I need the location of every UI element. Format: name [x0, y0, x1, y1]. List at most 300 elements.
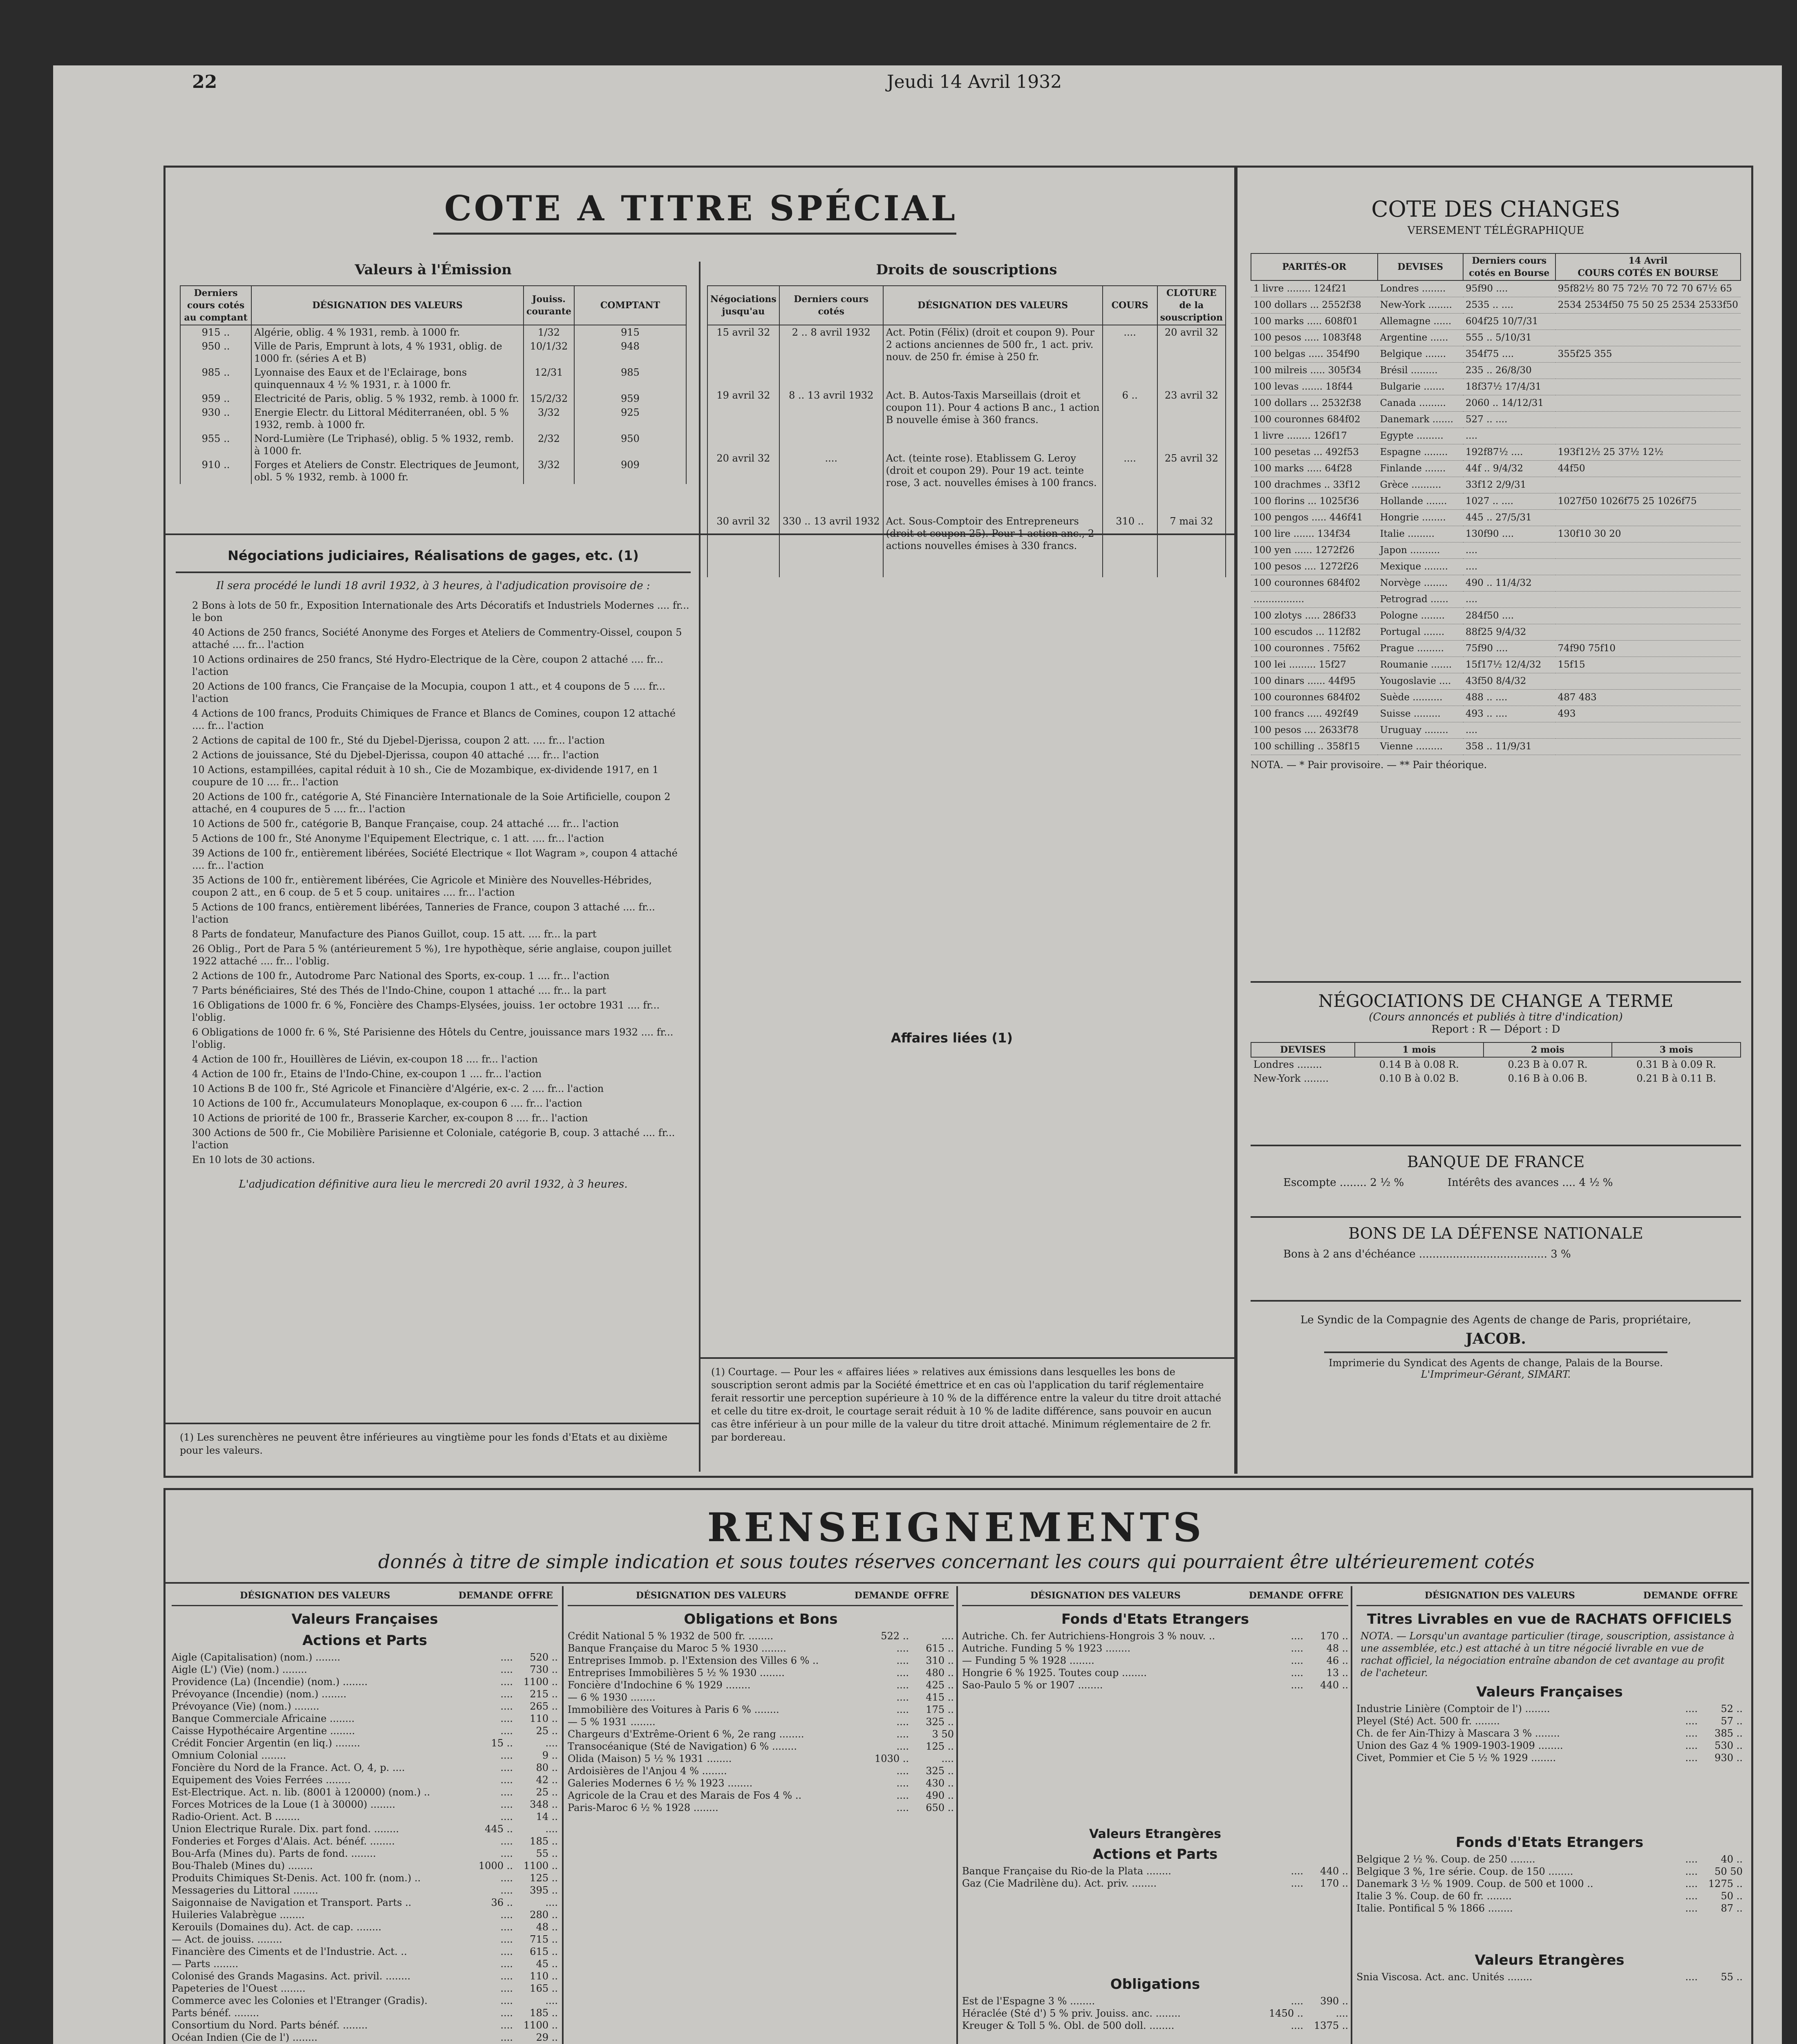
table-row [1251, 412, 1741, 428]
renseignements-column [1351, 1586, 1743, 2044]
list-item: 2 Bons à lots de 50 fr., Exposition Internationale des Arts Décoratifs et Industriels Modernes .... fr... le bon [192, 600, 689, 623]
table-cell [1555, 542, 1741, 559]
category-heading: Fonds d'Etats Etrangers [1455, 1834, 1644, 1851]
column-header: OFFRE [1703, 1590, 1738, 1601]
category-heading: Obligations et Bons [684, 1611, 838, 1627]
table-cell: Petrograd ...... [1378, 592, 1463, 608]
table-row [172, 1712, 558, 1725]
table-cell: .... [896, 1643, 909, 1654]
table-cell: 325 .. [926, 1716, 954, 1728]
table-cell: 48 .. [1326, 1643, 1348, 1654]
table-row [568, 1703, 954, 1716]
table-cell: 130f10 30 20 [1555, 526, 1741, 542]
table-cell: .... [500, 1750, 513, 1761]
table-cell: Electricité de Paris, oblig. 5 % 1932, remb. à 1000 fr. [251, 392, 524, 406]
table-cell: 100 lei ......... 15f27 [1251, 657, 1378, 673]
table-cell: 57 .. [1721, 1715, 1743, 1727]
table-cell: 130f90 .... [1463, 526, 1555, 542]
table-cell: Norvège ........ [1378, 575, 1463, 592]
col-header: Jouiss. courante [524, 286, 574, 325]
table-cell: 6 .. [1103, 388, 1157, 451]
table-cell: Olida (Maison) 5 ½ % 1931 ........ [568, 1753, 732, 1764]
table-cell: Ville de Paris, Emprunt à lots, 4 % 1931, oblig. de 1000 fr. (séries A et B) [251, 339, 524, 365]
table-cell: 30 avril 32 [707, 514, 779, 577]
table-cell: 100 couronnes 684f02 [1251, 412, 1378, 428]
table-cell: Océan Indien (Cie de l') ........ [172, 2032, 318, 2043]
table-cell: Banque Française du Rio-de la Plata ........ [962, 1865, 1171, 1877]
table-cell: 170 .. [1320, 1878, 1348, 1889]
table-row [172, 1982, 558, 1995]
negociations-intro: Il sera procédé le lundi 18 avril 1932, à 3 heures, à l'adjudication provisoire de : [216, 580, 650, 592]
table-cell: 615 .. [530, 1946, 558, 1957]
table-row [172, 1688, 558, 1700]
subsection-title: Droits de souscriptions [876, 262, 1057, 278]
table-cell: 100 florins ... 1025f36 [1251, 493, 1378, 510]
table-row [172, 1995, 558, 2007]
table-cell: 2 .. 8 avril 1932 [779, 325, 883, 388]
table-cell: Canada ......... [1378, 395, 1463, 412]
list-item: 5 Actions de 100 fr., Sté Anonyme l'Equipement Electrique, c. 1 att. .... fr... l'action [192, 833, 604, 844]
table-cell: Forges et Ateliers de Constr. Electriques de Jeumont, obl. 5 % 1932, remb. à 1000 fr. [251, 458, 524, 484]
table-cell: ................. [1251, 592, 1378, 608]
table-cell: Banque Française du Maroc 5 % 1930 ........ [568, 1643, 786, 1654]
table-cell: 0.21 B à 0.11 B. [1636, 1073, 1716, 1084]
table-cell: Londres ........ [1378, 280, 1463, 297]
table-row [707, 451, 1226, 514]
table-row [1251, 280, 1741, 297]
col-header: Derniers cours cotés [779, 286, 883, 325]
list-item: 6 Obligations de 1000 fr. 6 %, Sté Parisienne des Hôtels du Centre, jouissance mars 1932 .... fr... l'oblig. [192, 1026, 674, 1050]
table-cell: Grèce .......... [1378, 477, 1463, 493]
table-cell: 10/1/32 [524, 339, 574, 365]
table-cell: Sao-Paulo 5 % or 1907 ........ [962, 1679, 1103, 1691]
table-cell: .... [500, 1885, 513, 1896]
page-date: Jeudi 14 Avril 1932 [887, 72, 1062, 92]
table-row [1251, 461, 1741, 477]
table-row [568, 1642, 954, 1654]
bons-line [1251, 1248, 1741, 1260]
table-cell: 390 .. [1320, 1995, 1348, 2007]
col-header: Négociations jusqu'au [707, 286, 779, 325]
table-cell: Danemark 3 ½ % 1909. Coup. de 500 et 1000 .. [1356, 1878, 1593, 1889]
table-row [1251, 314, 1741, 330]
table-cell: Argentine ...... [1378, 330, 1463, 346]
table-row [1251, 444, 1741, 461]
table-row [707, 514, 1226, 577]
renseignements-columns [168, 1586, 1745, 2044]
table-row [172, 1860, 558, 1872]
table-cell: 100 pesos .... 1272f26 [1251, 559, 1378, 575]
table-row [172, 2031, 558, 2044]
table-cell: 354f75 .... [1463, 346, 1555, 363]
table-cell: 9 .. [542, 1750, 558, 1761]
table-cell: 100 escudos ... 112f82 [1251, 624, 1378, 641]
col-header: DEVISES [1251, 1042, 1355, 1057]
table-row [172, 1798, 558, 1811]
table-cell: Agricole de la Crau et des Marais de Fos 4 % .. [568, 1790, 802, 1801]
table-row [1251, 575, 1741, 592]
table-cell: 1450 .. [1269, 2008, 1303, 2019]
col-header: COURS [1103, 286, 1157, 325]
list-item: 8 Parts de fondateur, Manufacture des Pianos Guillot, coup. 15 att. .... fr... la part [192, 928, 597, 940]
table-cell: Commerce avec les Colonies et l'Etranger (Gradis). [172, 1995, 427, 2006]
table-cell: Autriche. Ch. fer Autrichiens-Hongrois 3 % nouv. .. [962, 1630, 1215, 1642]
category-heading: Actions et Parts [302, 1632, 427, 1649]
table-cell: Bou-Thaleb (Mines du) ........ [172, 1860, 313, 1871]
date-label: 14 Avril [1628, 256, 1668, 266]
table-cell [1555, 608, 1741, 624]
table-cell: 95f90 .... [1463, 280, 1555, 297]
table-row [180, 339, 686, 365]
category-heading: Valeurs Françaises [1476, 1684, 1623, 1700]
table-cell [1555, 722, 1741, 739]
table-cell: 15 avril 32 [707, 325, 779, 388]
table-cell: .... [896, 1728, 909, 1740]
table-cell: Union Electrique Rurale. Dix. part fond. ........ [172, 1823, 399, 1835]
table-row [1356, 1703, 1743, 1715]
table-row [180, 432, 686, 458]
table-cell: Suède .......... [1378, 690, 1463, 706]
table-cell: 959 [574, 392, 686, 406]
table-cell: Parts bénéf. ........ [172, 2007, 259, 2019]
rule [1251, 1145, 1741, 1146]
table-cell: .... [1291, 1643, 1303, 1654]
table-cell: Radio-Orient. Act. B ........ [172, 1811, 300, 1822]
table-row [1251, 592, 1741, 608]
table-cell: .... [500, 1652, 513, 1663]
table-cell [1555, 412, 1741, 428]
rule [176, 572, 691, 573]
list-item: 16 Obligations de 1000 fr. 6 %, Foncière des Champs-Elysées, jouiss. 1er octobre 1931 .... fr... l'oblig. [192, 1000, 660, 1023]
table-cell: .... [500, 1995, 513, 2006]
table-cell: Paris-Maroc 6 ½ % 1928 ........ [568, 1802, 718, 1813]
table-cell: 100 pesos .... 2633f78 [1251, 722, 1378, 739]
table-cell: 0.16 B à 0.06 B. [1508, 1073, 1588, 1084]
table-cell: New-York ........ [1378, 297, 1463, 314]
table-cell: Saigonnaise de Navigation et Transport. Parts .. [172, 1897, 412, 1908]
table-cell: 1100 .. [524, 1676, 558, 1688]
table-cell: .... [1291, 1878, 1303, 1889]
table-cell: 55 .. [1721, 1971, 1743, 1983]
list-item: 7 Parts bénéficiaires, Sté des Thés de l'Indo-Chine, coupon 1 attaché .... fr... la part [192, 985, 606, 996]
table-cell: 20 avril 32 [1157, 325, 1226, 388]
table-cell: 15f17½ 12/4/32 [1463, 657, 1555, 673]
table-row [962, 1654, 1348, 1667]
table-cell: Kreuger & Toll 5 %. Obl. de 500 doll. ........ [962, 2020, 1175, 2031]
column-header: DEMANDE [854, 1590, 909, 1601]
table-cell: Prévoyance (Incendie) (nom.) ........ [172, 1688, 347, 1700]
table-cell: .... [500, 1934, 513, 1945]
table-cell: 915 .. [180, 325, 251, 339]
table-row [568, 1691, 954, 1703]
col-header: 2 mois [1484, 1042, 1612, 1057]
table-cell: Espagne ........ [1378, 444, 1463, 461]
rule [1324, 1351, 1667, 1353]
table-cell: Prévoyance (Vie) (nom.) ........ [172, 1701, 320, 1712]
table-row [962, 1679, 1348, 1691]
table-cell: Forces Motrices de la Loue (1 à 30000) ........ [172, 1799, 396, 1810]
table-cell: 87 .. [1721, 1903, 1743, 1914]
table-cell: 52 .. [1721, 1703, 1743, 1715]
table-cell: .... [941, 1753, 954, 1764]
table-cell: Autriche. Funding 5 % 1923 ........ [962, 1643, 1131, 1654]
table-cell [1555, 395, 1741, 412]
table-cell [1555, 673, 1741, 690]
table-cell: Papeteries de l'Ouest ........ [172, 1983, 306, 1994]
table-row [962, 1667, 1348, 1679]
changes-title: COTE DES CHANGES [1371, 196, 1620, 222]
col-header: COMPTANT [574, 286, 686, 325]
table-row [568, 1753, 954, 1765]
list-item: 5 Actions de 100 francs, entièrement libérées, Tanneries de France, coupon 3 attaché .... fr... l'action [192, 901, 655, 925]
table-cell: 100 couronnes . 75f62 [1251, 641, 1378, 657]
table-cell: 2534 2534f50 75 50 25 2534 2533f50 [1555, 297, 1741, 314]
table-row [172, 1823, 558, 1835]
gerant-line: L'Imprimeur-Gérant, SIMART. [1421, 1369, 1571, 1380]
table-cell: Chargeurs d'Extrême-Orient 6 %, 2e rang ........ [568, 1728, 804, 1740]
terme-table [1251, 1042, 1741, 1085]
banque-france [1251, 1145, 1741, 1189]
list-item: 20 Actions de 100 francs, Cie Française de la Mocupia, coupon 1 att., et 4 coupons de 5 .... fr... l'action [192, 681, 665, 704]
table-cell: 488 .. .... [1463, 690, 1555, 706]
table-cell: .... [500, 1983, 513, 1994]
terme-subtitle: (Cours annoncés et publiés à titre d'indication) [1369, 1011, 1623, 1023]
table-cell: 493 [1555, 706, 1741, 722]
table-row [1251, 297, 1741, 314]
imprimerie-line: Imprimerie du Syndicat des Agents de change, Palais de la Bourse. [1329, 1357, 1663, 1369]
list-item: 4 Actions de 100 francs, Produits Chimiques de France et Blancs de Comines, coupon 12 attaché .... fr... l'action [192, 708, 676, 731]
list-item: 26 Oblig., Port de Para 5 % (antérieurement 5 %), 1re hypothèque, série anglaise, coupon juillet 1922 attaché .... fr... l'oblig. [192, 943, 672, 967]
table-cell: 604f25 10/7/31 [1463, 314, 1555, 330]
table-row [707, 388, 1226, 451]
table-row [172, 2007, 558, 2019]
table-cell: 25 avril 32 [1157, 451, 1226, 514]
list-item: 300 Actions de 500 fr., Cie Mobilière Parisienne et Coloniale, catégorie B, coup. 3 attaché .... fr... l'action [192, 1127, 675, 1151]
table-cell: 330 .. 13 avril 1932 [779, 514, 883, 577]
table-cell: Mexique ........ [1378, 559, 1463, 575]
rule [166, 1423, 699, 1424]
table-cell: .... [1685, 1740, 1698, 1751]
table-cell: .... [500, 1774, 513, 1786]
bons-value: 3 % [1551, 1248, 1571, 1260]
table-row [1356, 1739, 1743, 1752]
list-item: 10 Actions de 500 fr., catégorie B, Banque Française, coup. 24 attaché .... fr... l'action [192, 818, 619, 829]
table-cell: .... [545, 1897, 558, 1908]
table-cell: Act. Potin (Félix) (droit et coupon 9). Pour 2 actions anciennes de 500 fr., 1 act. priv. nouv. de 250 fr. émise à 250 fr. [883, 325, 1103, 388]
table-cell: 29 .. [536, 2032, 558, 2043]
table-cell [1555, 363, 1741, 379]
col-header: PARITÉS-OR [1251, 253, 1378, 280]
table-cell: Equipement des Voies Ferrées ........ [172, 1774, 351, 1786]
negociations-judiciaires [176, 548, 691, 1190]
category-heading: Valeurs Etrangères [1089, 1827, 1221, 1841]
table-cell: .... [1685, 1752, 1698, 1764]
table-cell: Act. Sous-Comptoir des Entrepreneurs (droit et coupon 25). Pour 1 action anc., 2 actions nouvelles émises à 330 francs. [883, 514, 1103, 577]
table-cell: .... [500, 2032, 513, 2043]
table-cell: Act. B. Autos-Taxis Marseillais (droit et coupon 11). Pour 4 actions B anc., 1 action B nouvelle émise à 360 francs. [883, 388, 1103, 451]
table-cell: Transocéanique (Sté de Navigation) 6 % ........ [568, 1741, 797, 1752]
table-cell: .... [896, 1704, 909, 1715]
table-cell: 909 [574, 458, 686, 484]
table-cell: Egypte ......... [1378, 428, 1463, 444]
table-cell: .... [500, 1946, 513, 1957]
table-cell: 95f82½ 80 75 72½ 70 72 70 67½ 65 [1555, 280, 1741, 297]
list-item: 39 Actions de 100 fr., entièrement libérées, Société Electrique « Ilot Wagram », coupon 4 attaché .... fr... l'action [192, 847, 678, 871]
table-cell: 12/31 [524, 365, 574, 392]
table-cell: 1275 .. [1708, 1878, 1743, 1889]
table-cell: 0.23 B à 0.07 R. [1508, 1059, 1588, 1070]
table-cell: .... [1685, 1903, 1698, 1914]
table-cell: 80 .. [536, 1762, 558, 1773]
spacer [962, 1691, 1348, 1822]
table-cell: Energie Electr. du Littoral Méditerranéen, obl. 5 % 1932, remb. à 1000 fr. [251, 406, 524, 432]
table-cell: 1 livre ........ 126f17 [1251, 428, 1378, 444]
table-cell: 100 zlotys ..... 286f33 [1251, 608, 1378, 624]
table-cell: 2060 .. 14/12/31 [1463, 395, 1555, 412]
column-header: DEMANDE [458, 1590, 513, 1601]
table-row [172, 1786, 558, 1798]
list-item: 10 Actions B de 100 fr., Sté Agricole et Financière d'Algérie, ex-c. 2 .... fr... l'action [192, 1083, 604, 1094]
table-cell: 1030 .. [875, 1753, 909, 1764]
table-cell: 1027f50 1026f75 25 1026f75 [1555, 493, 1741, 510]
table-cell [1555, 592, 1741, 608]
table-cell: 100 yen ...... 1272f26 [1251, 542, 1378, 559]
table-row [172, 1737, 558, 1749]
rule [1251, 981, 1741, 983]
list-item: 10 Actions, estampillées, capital réduit à 10 sh., Cie de Mozambique, ex-dividende 1917, en 1 coupure de 10 .... fr... l'action [192, 764, 659, 788]
table-cell: Kerouils (Domaines du). Act. de cap. ........ [172, 1921, 382, 1933]
category-heading: Obligations [1110, 1976, 1200, 1992]
table-cell: 13 .. [1326, 1667, 1348, 1679]
table-cell: .... [500, 1676, 513, 1688]
table-cell: .... [1291, 1630, 1303, 1642]
table-cell: Pleyel (Sté) Act. 500 fr. ........ [1356, 1715, 1500, 1727]
table-cell: .... [1291, 2020, 1303, 2031]
column-header: OFFRE [1308, 1590, 1343, 1601]
table-cell: 100 couronnes 684f02 [1251, 575, 1378, 592]
table-row [180, 458, 686, 484]
table-cell: 0.14 B à 0.08 R. [1379, 1059, 1459, 1070]
table-cell: 0.31 B à 0.09 R. [1636, 1059, 1716, 1070]
table-cell: Danemark ....... [1378, 412, 1463, 428]
table-cell: Italie. Pontifical 5 % 1866 ........ [1356, 1903, 1513, 1914]
table-cell: 48 .. [536, 1921, 558, 1933]
table-cell: 1100 .. [524, 1860, 558, 1871]
spacer [962, 1889, 1348, 1971]
column-header: DÉSIGNATION DES VALEURS [1424, 1590, 1575, 1601]
table-cell: 284f50 .... [1463, 608, 1555, 624]
table-cell: 650 .. [926, 1802, 954, 1813]
table-cell: .... [500, 1848, 513, 1859]
table-cell: Vienne ......... [1378, 739, 1463, 755]
table-cell: Japon .......... [1378, 542, 1463, 559]
table-cell: .... [1685, 1866, 1698, 1877]
table-cell: 100 belgas ..... 354f90 [1251, 346, 1378, 363]
table-cell: .... [896, 1679, 909, 1691]
table-cell: Hongrie ........ [1378, 510, 1463, 526]
section-title: COTE A TITRE SPÉCIAL [444, 188, 958, 229]
table-cell: .... [1291, 1865, 1303, 1877]
renseignements-column [956, 1586, 1348, 2044]
rule [1251, 1216, 1741, 1218]
table-cell: 110 .. [530, 1970, 558, 1982]
column-header: OFFRE [518, 1590, 553, 1601]
table-cell: .... [1291, 1995, 1303, 2007]
droits-table [707, 285, 1226, 577]
table-cell: Union des Gaz 4 % 1909-1903-1909 ........ [1356, 1740, 1563, 1751]
table-row [1251, 493, 1741, 510]
table-cell: 100 schilling .. 358f15 [1251, 739, 1378, 755]
table-row [1251, 657, 1741, 673]
list-item: 20 Actions de 100 fr., catégorie A, Sté Financière Internationale de la Soie Artificielle, coupon 2 attaché, en 4 coupures de 5 .... fr... l'action [192, 791, 671, 815]
escompte-value: 2 ½ % [1370, 1177, 1404, 1189]
table-cell: 100 dollars ... 2552f38 [1251, 297, 1378, 314]
table-row [172, 1884, 558, 1896]
table-cell: 74f90 75f10 [1555, 641, 1741, 657]
bons-label: Bons à 2 ans d'échéance ...................................... [1283, 1248, 1547, 1260]
table-row [568, 1740, 954, 1753]
column-header: DÉSIGNATION DES VALEURS [239, 1590, 390, 1601]
table-row [172, 1921, 558, 1933]
table-cell: Suisse ......... [1378, 706, 1463, 722]
table-cell: 445 .. [485, 1823, 513, 1835]
table-row [1251, 559, 1741, 575]
table-row [1356, 1865, 1743, 1878]
spacer [1356, 1914, 1743, 1947]
table-cell: 193f12½ 25 37½ 12½ [1555, 444, 1741, 461]
syndic-block [1251, 1300, 1741, 1380]
list-item: 2 Actions de jouissance, Sté du Djebel-Djerissa, coupon 40 attaché .... fr... l'action [192, 749, 599, 761]
bons-title: BONS DE LA DÉFENSE NATIONALE [1348, 1224, 1643, 1242]
table-cell: .... [941, 1630, 954, 1642]
table-cell: 18f37½ 17/4/31 [1463, 379, 1555, 395]
rule [699, 1357, 1234, 1359]
table-cell: .... [896, 1790, 909, 1801]
table-cell: .... [500, 1909, 513, 1921]
table-cell: 75f90 .... [1463, 641, 1555, 657]
title-rule [433, 233, 956, 235]
table-cell: 925 [574, 406, 686, 432]
table-cell: Financière des Ciments et de l'Industrie. Act. .. [172, 1946, 407, 1957]
table-cell: Huileries Valabrègue ........ [172, 1909, 305, 1921]
banque-title: BANQUE DE FRANCE [1407, 1153, 1585, 1171]
table-row [172, 1970, 558, 1982]
table-cell: .... [500, 1811, 513, 1822]
table-row [1251, 428, 1741, 444]
table-cell: 445 .. 27/5/31 [1463, 510, 1555, 526]
table-cell: Roumanie ....... [1378, 657, 1463, 673]
page-number: 22 [192, 72, 217, 92]
courtage-note: (1) Courtage. — Pour les « affaires liées » relatives aux émissions dans lesquelles les bons de souscription seront admis par la Société émettrice et en cas où l'application du tarif réglementaire ferait ressortir une perception supérieure à 10 % de la différence entre la valeur du titre droit attaché et celle du titre ex-droit, le courtage serait réduit à 10 % de ladite différence, sans pouvoir en aucun cas être inférieur à un pour mille de la valeur du titre droit attaché. Minimum réglementaire de 2 fr. par bordereau. [711, 1366, 1222, 1443]
table-cell: 33f12 2/9/31 [1463, 477, 1555, 493]
table-cell: .... [896, 1692, 909, 1703]
table-cell: 2535 .. .... [1463, 297, 1555, 314]
table-cell: 175 .. [926, 1704, 954, 1715]
table-cell: 1027 .. .... [1463, 493, 1555, 510]
table-row [1251, 526, 1741, 542]
table-row [1356, 1902, 1743, 1914]
table-row [962, 1642, 1348, 1654]
table-cell: 615 .. [926, 1643, 954, 1654]
table-cell: Civet, Pommier et Cie 5 ½ % 1929 ........ [1356, 1752, 1556, 1764]
table-row [962, 1995, 1348, 2007]
spacer [1356, 1764, 1743, 1829]
table-cell: 1375 .. [1314, 2020, 1348, 2031]
avances-value: 4 ½ % [1579, 1177, 1613, 1189]
table-cell: Belgique 3 %, 1re série. Coup. de 150 ........ [1356, 1866, 1573, 1877]
table-row [568, 1789, 954, 1802]
table-cell: 310 .. [926, 1655, 954, 1666]
